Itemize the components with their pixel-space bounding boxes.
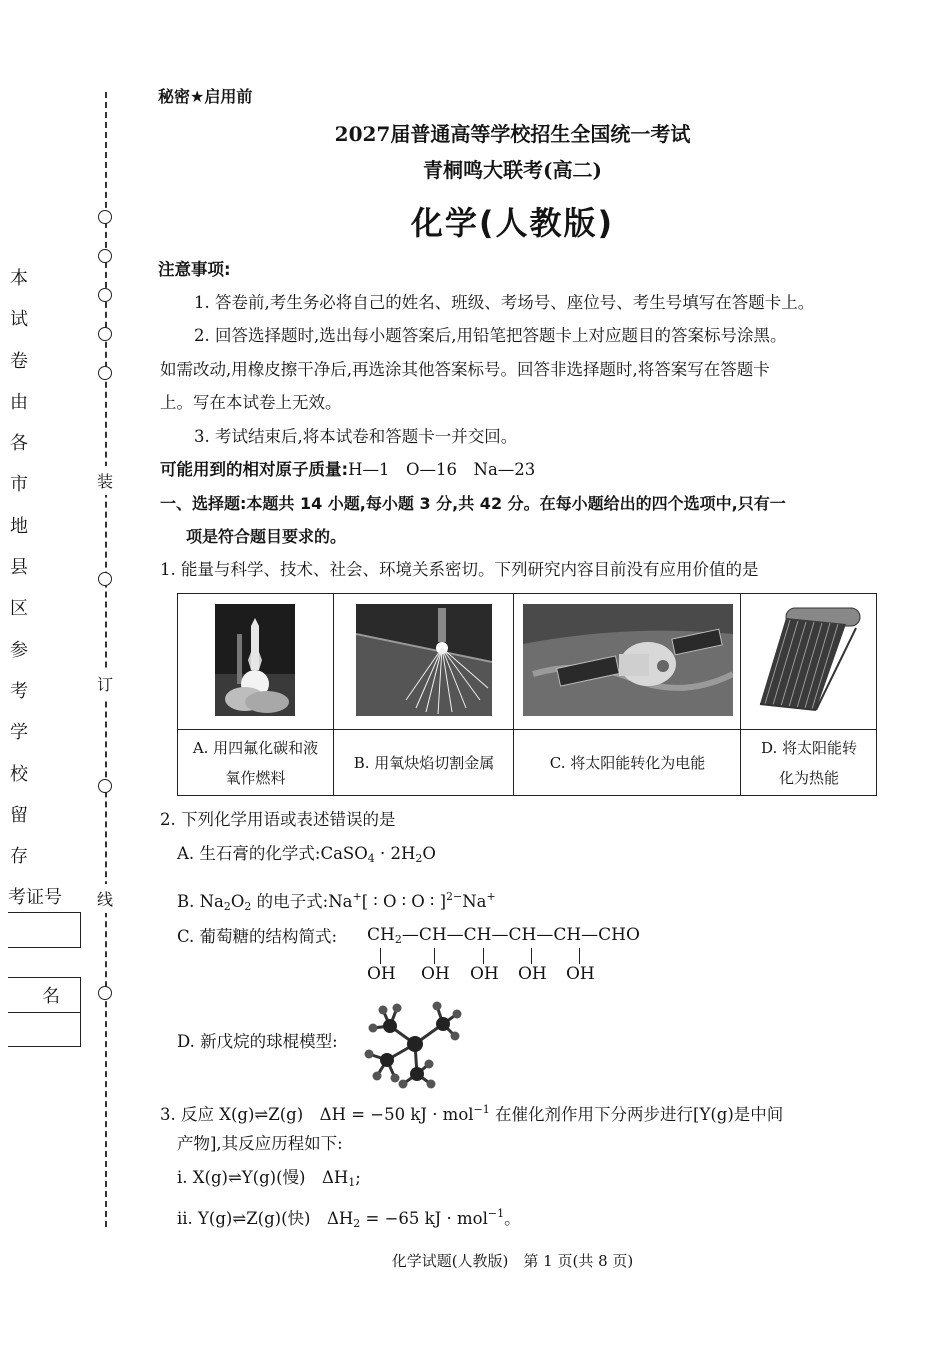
- binding-word-xian: 线: [97, 884, 113, 913]
- glucose-oh: OH: [367, 964, 396, 984]
- notes-item-1: 1. 答卷前,考生务必将自己的姓名、班级、考场号、座位号、考生号填写在答题卡上。: [194, 293, 815, 312]
- q2-option-b[interactable]: B. $Na_2O_2$ 的电子式:Na+[ ∶ O ∶ O ∶ ]$^{2-}$Na+: [177, 890, 496, 913]
- q3-stem-cont: 产物],其反应历程如下:: [177, 1134, 343, 1153]
- notes-item-3: 3. 考试结束后,将本试卷和答题卡一并交回。: [194, 427, 518, 446]
- binding-hole: [98, 327, 112, 341]
- q2-option-c[interactable]: C. 葡萄糖的结构简式:: [177, 927, 338, 946]
- glucose-oh: OH: [518, 964, 547, 984]
- q1-option-c[interactable]: C. 将太阳能转化为电能: [549, 753, 706, 772]
- section-heading: 一、选择题:本题共 14 小题,每小题 3 分,共 42 分。在每小题给出的四个选项中,只有一: [160, 494, 786, 513]
- welding-sparks-image: [356, 604, 492, 716]
- exam-number-line[interactable]: [8, 947, 81, 948]
- name-line[interactable]: [8, 1012, 81, 1013]
- vertical-notice: 本 试 卷 由 各 市 地 县 区 参 考 学 校 留 存: [10, 268, 28, 868]
- glucose-oh: OH: [566, 964, 595, 984]
- binding-hole: [98, 779, 112, 793]
- q3-step-1: i. X(g)⇌Y(g)(慢) $\Delta H_1$;: [177, 1168, 361, 1189]
- name-line: [8, 1046, 81, 1047]
- q1-option-a[interactable]: A. 用四氟化碳和液 氧作燃料: [192, 738, 319, 787]
- glucose-oh: OH: [421, 964, 450, 984]
- section-heading-cont: 项是符合题目要求的。: [186, 527, 347, 546]
- page-footer: 化学试题(人教版) 第 1 页(共 8 页): [391, 1252, 634, 1270]
- notes-item-2-cont: 如需改动,用橡皮擦干净后,再选涂其他答案标号。回答非选择题时,将答案写在答题卡: [160, 360, 770, 379]
- subject-title: 化学(人教版): [410, 204, 615, 242]
- atomic-masses: 可能用到的相对原子质量:H—1 O—16 Na—23: [160, 460, 536, 479]
- q2-option-d[interactable]: D. 新戊烷的球棍模型:: [177, 1032, 338, 1051]
- notes-heading: 注意事项:: [158, 260, 231, 279]
- solar-water-heater-image: [756, 604, 864, 716]
- secret-label: 秘密★启用前: [158, 87, 253, 106]
- notes-item-2-cont: 上。写在本试卷上无效。: [160, 393, 342, 412]
- q1-option-d[interactable]: D. 将太阳能转 化为热能: [760, 738, 858, 787]
- glucose-oh: OH: [470, 964, 499, 984]
- rocket-launch-image: [215, 604, 295, 716]
- name-label: 名: [42, 986, 60, 1007]
- binding-hole: [98, 572, 112, 586]
- space-station-image: [523, 604, 733, 716]
- neopentane-ball-stick-model: [355, 998, 465, 1090]
- binding-word-zhuang: 装: [97, 466, 113, 495]
- binding-hole: [98, 366, 112, 380]
- binding-hole: [98, 986, 112, 1000]
- binding-hole: [98, 288, 112, 302]
- q2-stem: 2. 下列化学用语或表述错误的是: [160, 810, 396, 829]
- notes-item-2: 2. 回答选择题时,选出每小题答案后,用铅笔把答题卡上对应题目的答案标号涂黑。: [194, 326, 787, 345]
- q1-option-b[interactable]: B. 用氧炔焰切割金属: [353, 753, 495, 772]
- name-line: [8, 977, 81, 978]
- q1-options-table: [177, 593, 877, 796]
- q2-option-a[interactable]: A. 生石膏的化学式:CaSO$_4$ · $2H_2O$: [177, 844, 436, 865]
- binding-hole: [98, 249, 112, 263]
- q3-stem: 3. 反应 X(g)⇌Z(g) ΔH = −50 kJ · mol$^{-1}$ 在催化剂作用下分两步进行[Y(g)是中间: [160, 1103, 784, 1124]
- binding-word-ding: 订: [97, 669, 113, 698]
- exam-title: 2027届普通高等学校招生全国统一考试: [334, 122, 691, 146]
- glucose-chain: $CH_2—CH—CH—CH—CH—CHO$: [367, 925, 640, 946]
- q3-step-2: ii. Y(g)⇌Z(g)(快) $\Delta H_2 = -65$ kJ · mol$^{-1}$。: [177, 1207, 521, 1230]
- exam-number-line: [8, 912, 80, 913]
- exam-number-label: 考证号: [8, 887, 62, 908]
- joint-exam-title: 青桐鸣大联考(高二): [423, 158, 602, 182]
- q1-stem: 1. 能量与科学、技术、社会、环境关系密切。下列研究内容目前没有应用价值的是: [160, 560, 759, 579]
